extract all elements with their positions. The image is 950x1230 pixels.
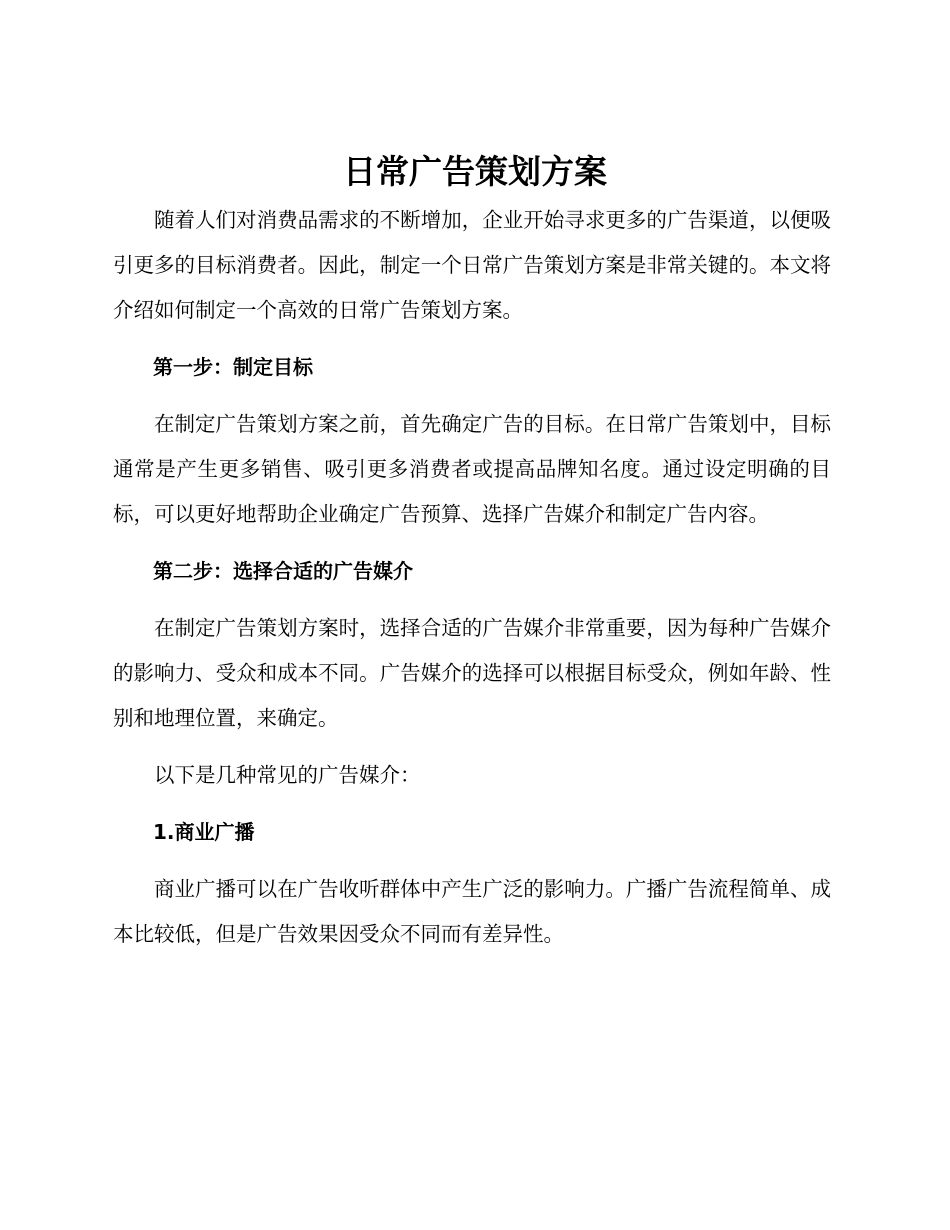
- document-title: 日常广告策划方案: [343, 152, 607, 191]
- intro-paragraph: 随着人们对消费品需求的不断增加，企业开始寻求更多的广告渠道，以便吸引更多的目标消费者。因此，制定一个日常广告策划方案是非常关键的。本文将介绍如何制定一个高效的日常广告策划方案。: [113, 208, 831, 322]
- document-body: [113, 198, 831, 969]
- media1-paragraph: 商业广播可以在广告收听群体中产生广泛的影响力。广播广告流程简单、成本比较低，但是广告效果因受众不同而有差异性。: [113, 877, 831, 946]
- step1-paragraph: 在制定广告策划方案之前，首先确定广告的目标。在日常广告策划中，目标通常是产生更多销售、吸引更多消费者或提高品牌知名度。通过设定明确的目标，可以更好地帮助企业确定广告预算、选择广告媒介和制定广告内容。: [113, 412, 831, 526]
- step2-heading: 第二步：选择合适的广告媒介: [153, 559, 413, 583]
- step2-paragraph: 在制定广告策划方案时，选择合适的广告媒介非常重要，因为每种广告媒介的影响力、受众和成本不同。广告媒介的选择可以根据目标受众，例如年龄、性别和地理位置，来确定。: [113, 616, 831, 730]
- media1-heading: 1.商业广播: [153, 820, 255, 844]
- step1-heading: 第一步：制定目标: [153, 355, 313, 379]
- media-intro-paragraph: 以下是几种常见的广告媒介：: [154, 763, 421, 787]
